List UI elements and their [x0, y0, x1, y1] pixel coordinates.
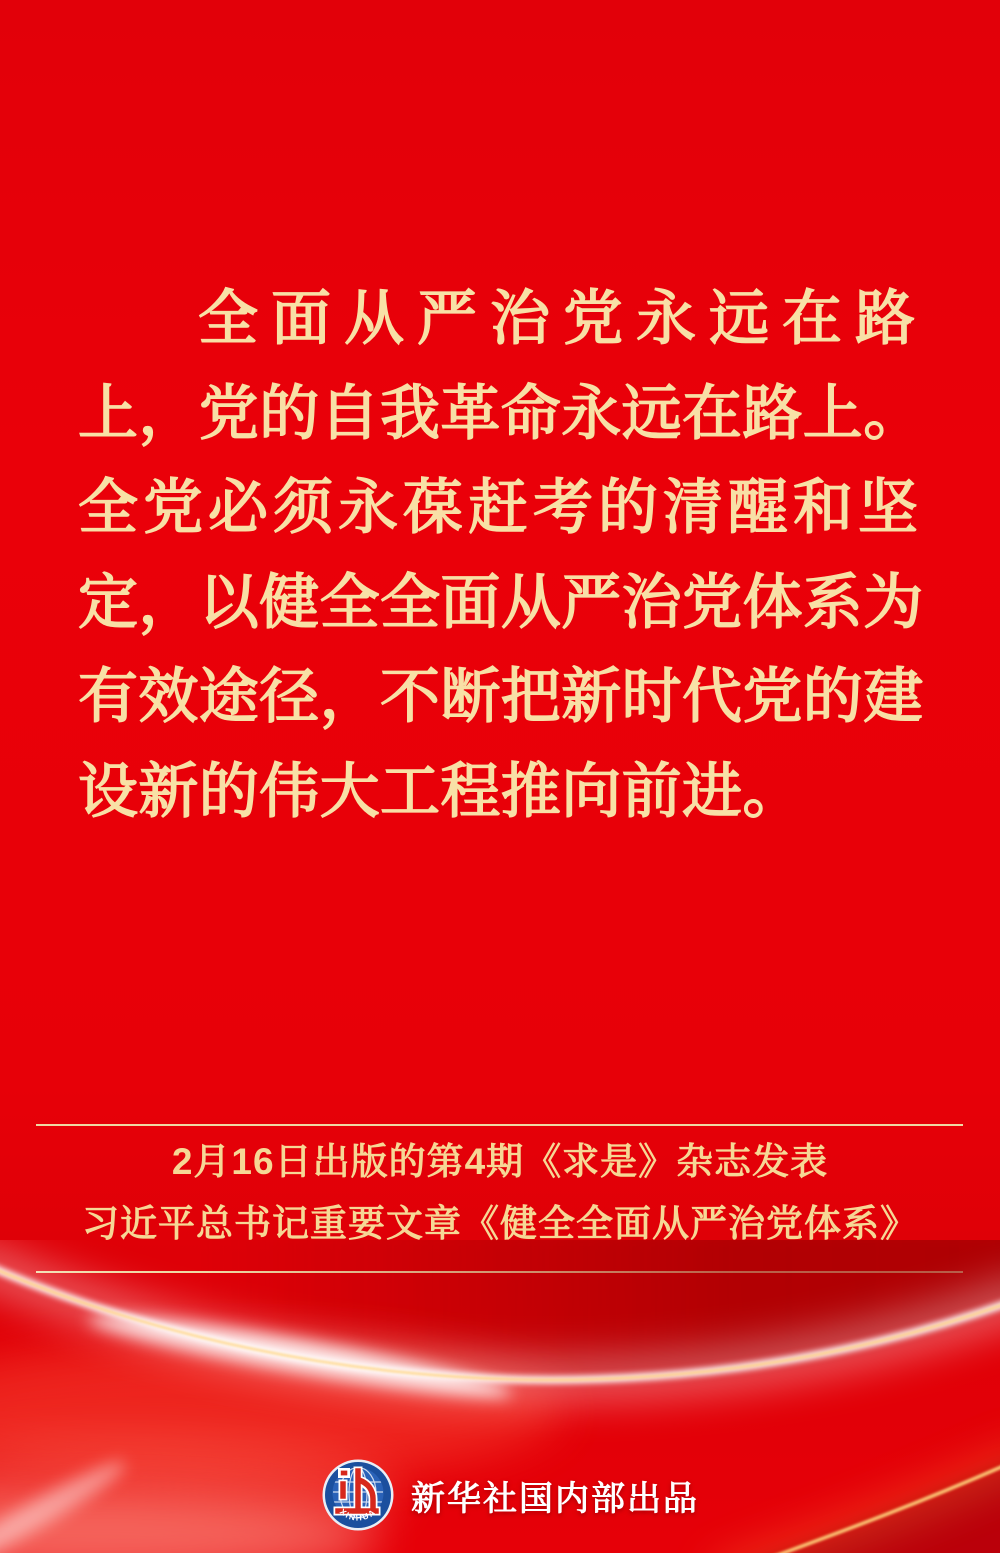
quote-block: [78, 272, 928, 839]
quote-line-5: 有效途径，不断把新时代党的建: [78, 664, 924, 730]
quote-line-2: 上，党的自我革命永远在路上。: [78, 380, 924, 447]
logo-flag: [341, 1471, 348, 1476]
publication-line-2: 习近平总书记重要文章《健全全面从严治党体系》: [82, 1203, 918, 1244]
quote-line-6: 设新的伟大工程推向前进。: [78, 758, 803, 825]
footer: [10, 1454, 1000, 1536]
xinhua-logo-icon: [321, 1458, 395, 1532]
publication-line-1: 2月16日出版的第4期《求是》杂志发表: [171, 1141, 829, 1182]
quote-line-1: 全面从严治党永远在路: [198, 286, 928, 352]
divider-top: [36, 1124, 963, 1126]
quote-line-4: 定，以健全全面从严治党体系为: [78, 569, 924, 636]
quote-line-3: 全党必须永葆赶考的清醒和坚: [78, 475, 923, 541]
producer-credit: 新华社国内部出品: [411, 1479, 699, 1518]
logo-wordmark: XINHUA: [338, 1506, 378, 1523]
